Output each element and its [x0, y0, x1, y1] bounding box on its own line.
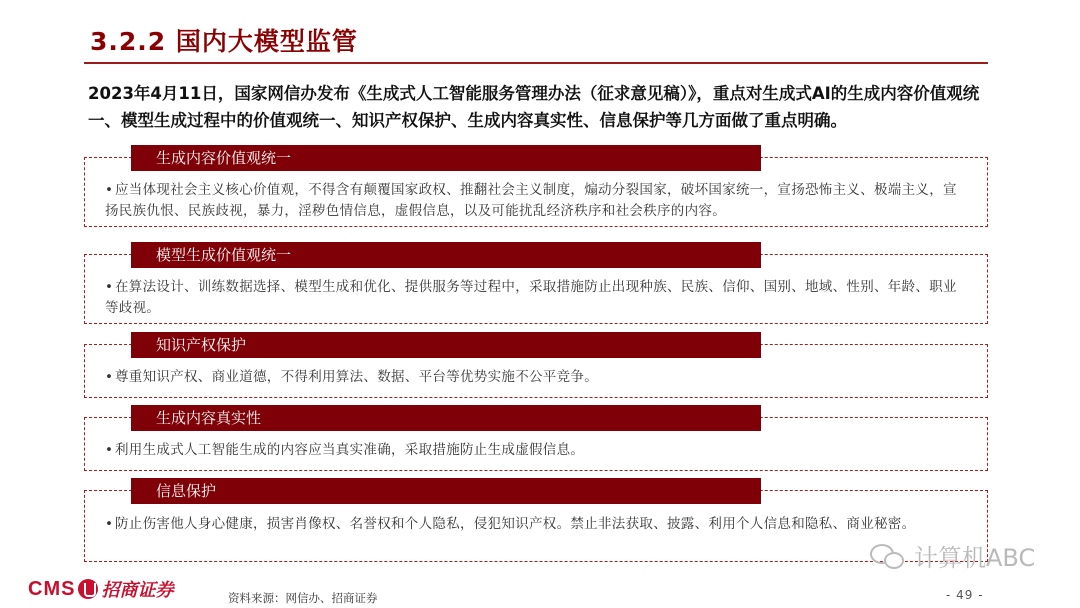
page-title: 3.2.2 国内大模型监管 — [90, 27, 358, 56]
section-header: 生成内容价值观统一 — [131, 145, 761, 171]
section-card-model-values — [84, 246, 988, 324]
logo-badge-icon — [78, 579, 98, 599]
section-text: 在算法设计、训练数据选择、模型生成和优化、提供服务等过程中，采取措施防止出现种族、民族、信仰、国别、地域、性别、年龄、职业等歧视。 — [105, 279, 957, 316]
bullet-icon: • — [105, 516, 114, 532]
section-body — [105, 277, 957, 319]
section-text: 尊重知识产权、商业道德，不得利用算法、数据、平台等优势实施不公平竞争。 — [115, 369, 598, 385]
page-number: - 49 - — [946, 588, 984, 602]
section-text: 利用生成式人工智能生成的内容应当真实准确，采取措施防止生成虚假信息。 — [115, 442, 585, 458]
section-body — [105, 514, 957, 535]
cms-logo — [28, 576, 173, 602]
watermark — [870, 538, 1035, 573]
section-body — [105, 180, 957, 222]
section-card-content-values — [84, 149, 988, 227]
section-header: 模型生成价值观统一 — [131, 242, 761, 268]
section-text: 防止伤害他人身心健康，损害肖像权、名誉权和个人隐私，侵犯知识产权。禁止非法获取、披露、利用个人信息和隐私、商业秘密。 — [115, 516, 916, 532]
section-card-authenticity — [84, 409, 988, 471]
section-header: 生成内容真实性 — [131, 405, 761, 431]
bullet-icon: • — [105, 182, 114, 198]
section-card-info-protection — [84, 482, 988, 562]
logo-latin: CMS — [28, 577, 76, 600]
intro-paragraph: 2023年4月11日，国家网信办发布《生成式人工智能服务管理办法（征求意见稿）》，重点对生成式AI的生成内容价值观统一、模型生成过程中的价值观统一、知识产权保护、生成内容真实性、信息保护等几方面做了重点明确。 — [88, 84, 980, 130]
source-note: 资料来源：网信办、招商证券 — [228, 591, 378, 605]
bullet-icon: • — [105, 279, 114, 295]
section-header: 信息保护 — [131, 478, 761, 504]
logo-chinese: 招商证券 — [101, 580, 174, 601]
section-body — [105, 440, 957, 461]
bullet-icon: • — [105, 442, 114, 458]
watermark-text: 计算机ABC — [914, 544, 1036, 572]
section-header: 知识产权保护 — [131, 332, 761, 358]
section-card-ip-protection — [84, 336, 988, 398]
section-text: 应当体现社会主义核心价值观，不得含有颠覆国家政权、推翻社会主义制度，煽动分裂国家，破坏国家统一，宣扬恐怖主义、极端主义，宣扬民族仇恨、民族歧视，暴力，淫秽色情信息，虚假信息，以及可能扰乱经济秩序和社会秩序的内容。 — [105, 182, 957, 219]
title-underline — [84, 62, 988, 64]
wechat-icon — [870, 540, 908, 572]
section-body — [105, 367, 957, 388]
bullet-icon: • — [105, 369, 114, 385]
